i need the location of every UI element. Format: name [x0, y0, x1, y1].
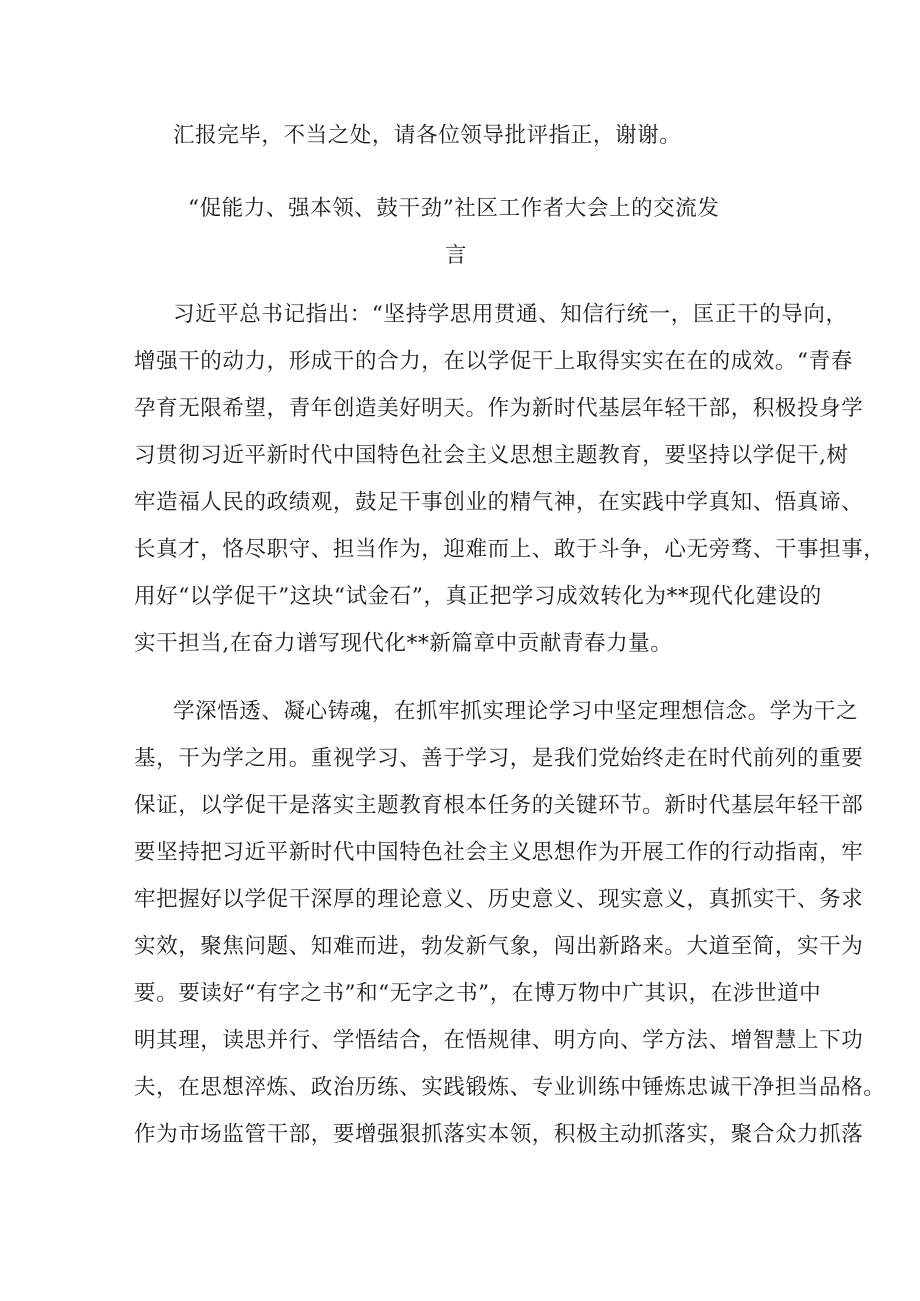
paragraph-2-line: 要坚持把习近平新时代中国特色社会主义思想作为开展工作的行动指南，牢: [134, 840, 864, 865]
paragraph-1-line: 实干担当,在奋力谱写现代化**新篇章中贡献青春力量。: [134, 631, 673, 656]
paragraph-2-line: 保证，以学促干是落实主题教育根本任务的关键环节。新时代基层年轻干部: [134, 793, 864, 818]
paragraph-2-line: 夫，在思想淬炼、政治历练、实践锻炼、专业训练中锤炼忠诚干净担当品格。: [134, 1075, 886, 1100]
paragraph-1-line: 长真才，恪尽职守、担当作为，迎难而上、敢于斗争，心无旁骛、干事担事，: [134, 537, 886, 562]
paragraph-1-line: 增强干的动力，形成干的合力，在以学促干上取得实实在在的成效。“青春: [134, 349, 853, 374]
paragraph-2-line: 实效，聚焦问题、知难而进，勃发新气象，闯出新路来。大道至简，实干为: [134, 934, 864, 959]
paragraph-1-line: 用好“以学促干”这块“试金石”，真正把学习成效转化为**现代化建设的: [134, 584, 822, 609]
paragraph-2-line: 要。要读好“有字之书”和“无字之书”，在博万物中广其识，在涉世道中: [134, 981, 822, 1006]
closing-line: 汇报完毕，不当之处，请各位领导批评指正，谢谢。: [173, 123, 682, 148]
paragraph-2-line: 基，干为学之用。重视学习、善于学习，是我们党始终走在时代前列的重要: [134, 746, 864, 771]
paragraph-1-line: 习近平总书记指出：“坚持学思用贯通、知信行统一，匡正干的导向，: [173, 302, 848, 327]
paragraph-2-line: 学深悟透、凝心铸魂，在抓牢抓实理论学习中坚定理想信念。学为干之: [173, 699, 859, 724]
paragraph-1-line: 习贯彻习近平新时代中国特色社会主义思想主题教育，要坚持以学促干,树: [134, 443, 849, 468]
paragraph-1-line: 牢造福人民的政绩观，鼓足干事创业的精气神，在实践中学真知、悟真谛、: [134, 490, 864, 515]
speech-title-line-2: 言: [445, 243, 468, 268]
paragraph-1-line: 孕育无限希望，青年创造美好明天。作为新时代基层年轻干部，积极投身学: [134, 396, 864, 421]
paragraph-2-line: 明其理，读思并行、学悟结合，在悟规律、明方向、学方法、增智慧上下功: [134, 1028, 864, 1053]
speech-title-line-1: “促能力、强本领、鼓干劲”社区工作者大会上的交流发: [188, 196, 720, 221]
paragraph-2-line: 作为市场监管干部，要增强狠抓落实本领，积极主动抓落实，聚合众力抓落: [134, 1122, 864, 1147]
paragraph-2-line: 牢把握好以学促干深厚的理论意义、历史意义、现实意义，真抓实干、务求: [134, 887, 864, 912]
